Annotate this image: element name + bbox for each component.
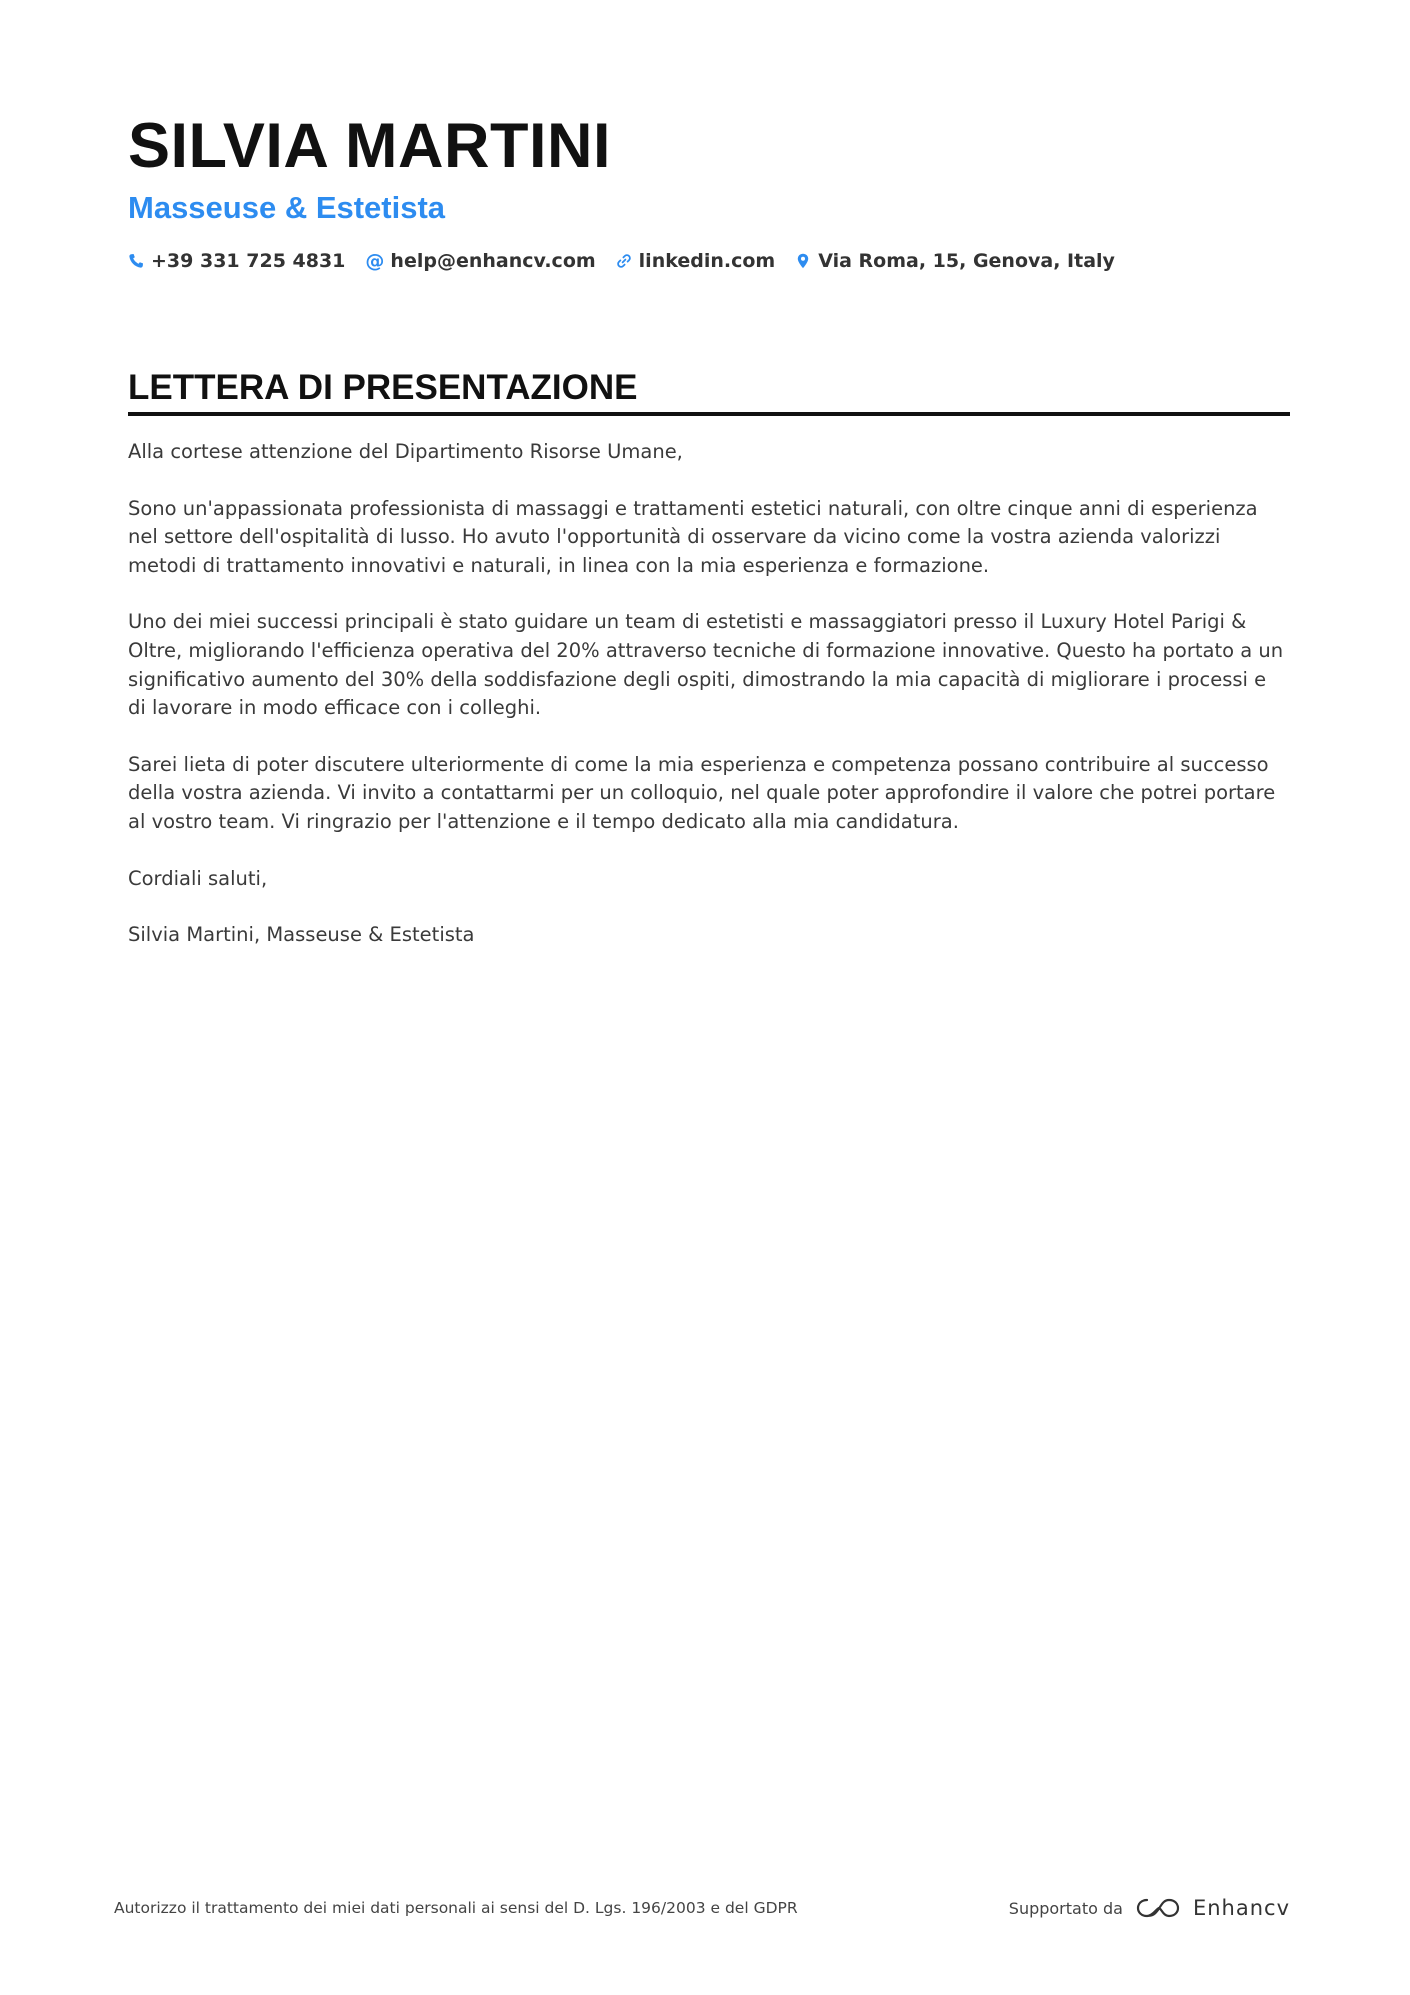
linkedin-link[interactable]: linkedin.com [638, 250, 776, 272]
privacy-consent: Autorizzo il trattamento dei miei dati personali ai sensi del D. Lgs. 196/2003 e del GDPR [114, 1899, 798, 1917]
powered-by-label: Supportato da [1008, 1898, 1123, 1918]
location-text: Via Roma, 15, Genova, Italy [818, 250, 1115, 272]
phone-number[interactable]: +39 331 725 4831 [151, 250, 346, 272]
letter-salutation: Alla cortese attenzione del Dipartimento Risorse Umane, [128, 440, 683, 463]
letter-closing: Cordiali saluti, [128, 866, 268, 890]
contact-email [365, 250, 595, 272]
letter-signature: Silvia Martini, Masseuse & Estetista [128, 923, 475, 947]
at-icon: @ [365, 250, 385, 272]
section-title: LETTERA DI PRESENTAZIONE [128, 366, 1290, 416]
letter-paragraph-1: Sono un'appassionata professionista di massaggi e trattamenti estetici naturali, con oltre cinque anni di esperienza nel settore dell'ospitalità di lusso. Ho avuto l'opportunità di osservare da vicino come la vostra azienda valorizzi metodi di trattamento innovativi e naturali, in linea con la mia esperienza e formazione. [128, 496, 1258, 577]
contact-location [795, 250, 1115, 272]
contact-linkedin [616, 250, 776, 272]
candidate-role: Masseuse & Estetista [128, 190, 446, 225]
footer [114, 1890, 1290, 1926]
powered-by[interactable] [1009, 1896, 1290, 1920]
cover-letter-section [128, 366, 1290, 978]
location-pin-icon [795, 253, 811, 269]
header [128, 108, 1288, 272]
contact-phone [128, 250, 345, 272]
phone-icon [128, 253, 144, 269]
enhancv-brand: Enhancv [1192, 1896, 1290, 1920]
enhancv-logo-icon [1135, 1896, 1181, 1920]
letter-paragraph-2: Uno dei miei successi principali è stato guidare un team di estetisti e massaggiatori presso il Luxury Hotel Parigi & Oltre, migliorando l'efficienza operativa del 20% attraverso tecniche di formazione innovative. Questo ha portato a un significativo aumento del 30% della soddisfazione degli ospiti, dimostrando la mia capacità di migliorare i processi e di lavorare in modo efficace con i colleghi. [128, 610, 1284, 720]
email-address[interactable]: help@enhancv.com [390, 250, 596, 272]
letter-body [128, 438, 1290, 950]
letter-paragraph-3: Sarei lieta di poter discutere ulteriormente di come la mia esperienza e competenza possano contribuire al successo della vostra azienda. Vi invito a contattarmi per un colloquio, nel quale poter approfondire il valore che potrei portare al vostro team. Vi ringrazio per l'attenzione e il tempo dedicato alla mia candidatura. [128, 752, 1276, 833]
candidate-name: SILVIA MARTINI [128, 111, 611, 181]
contact-bar [128, 250, 1288, 272]
link-icon [616, 253, 632, 269]
